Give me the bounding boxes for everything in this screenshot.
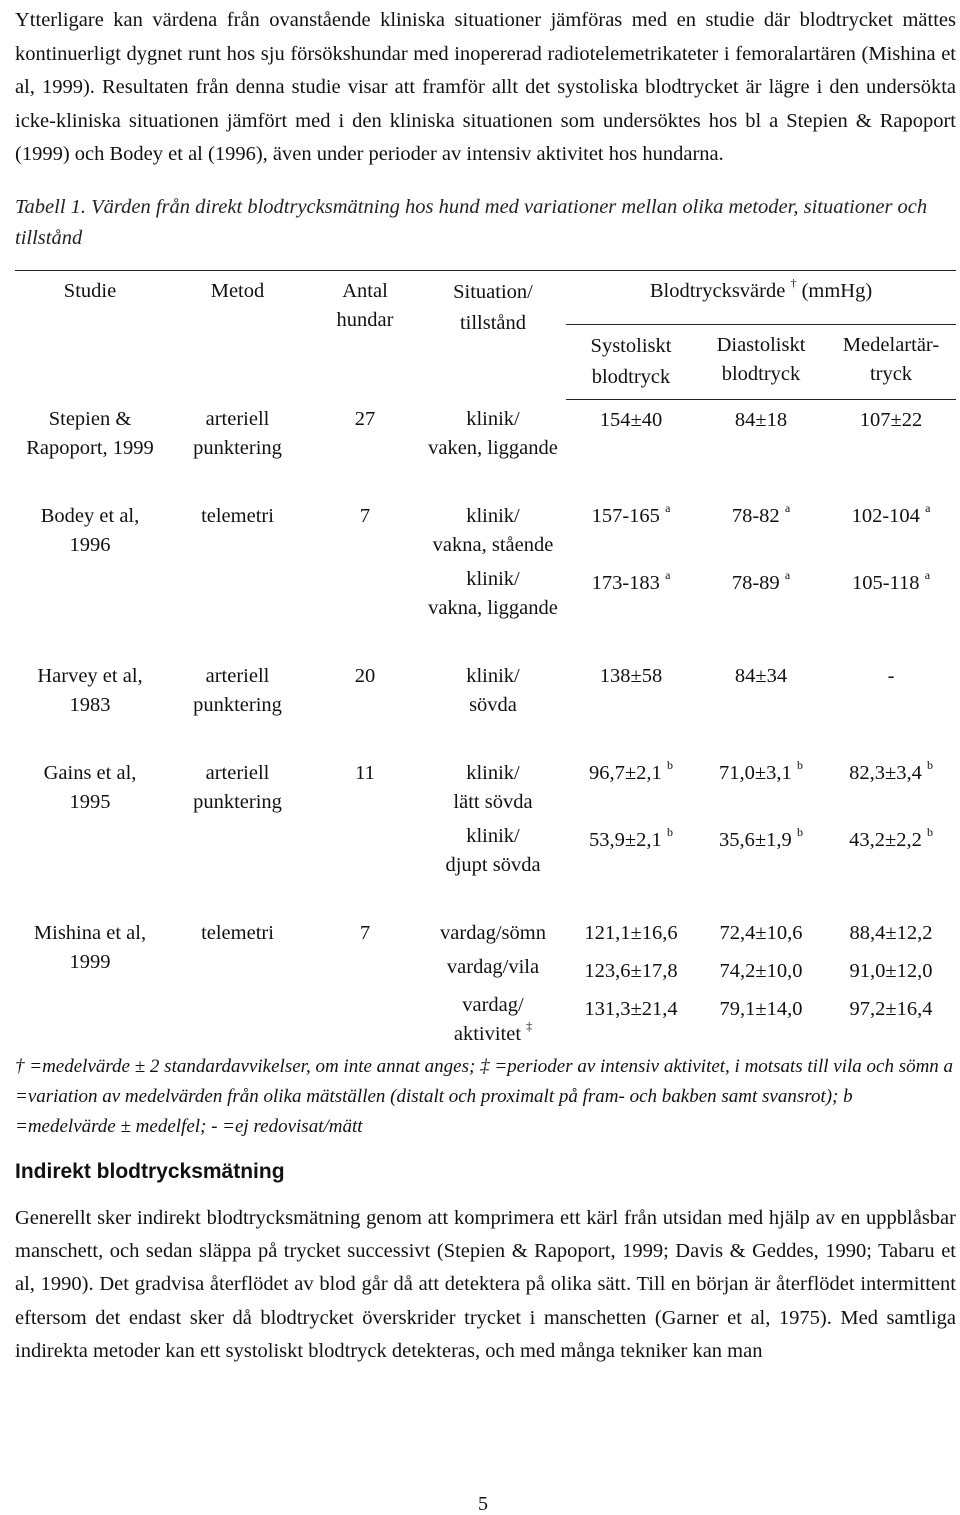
cell-studie: Stepien & Rapoport, 1999 bbox=[26, 408, 154, 459]
cell-medelartartryck: 82,3±3,4 $^b$ bbox=[849, 758, 933, 784]
cell-diastoliskt: 84±18 bbox=[734, 408, 788, 431]
cell-metod: arteriell punktering bbox=[193, 408, 282, 459]
table-header-row bbox=[15, 270, 956, 324]
cell-systoliskt: 157-165 $^a$ bbox=[591, 501, 671, 527]
cell-situation: vardag/sömn bbox=[440, 922, 546, 944]
body-paragraph: Generellt sker indirekt blodtrycksmätning genom att komprimera ett kärl från utsidan med hjälp av en uppblåsbar manschett, och sedan släppa på trycket successivt (Stepien & Rapoport, 1999; Davis & Geddes, 1990; Tabaru et al, 1990). Det gradvisa återflödet av blod går då att detektera på olika sätt. Till en början är återflödet intermittent eftersom det endast sker då blodtrycket överskrider trycket i manschetten (Garner et al, 1975). Med samtliga indirekta metoder kan ett systoliskt blodtryck detekteras, och med många tekniker kan man bbox=[15, 1207, 956, 1362]
cell-diastoliskt: 79,1±14,0 bbox=[719, 998, 803, 1020]
cell-studie: Mishina et al, 1999 bbox=[33, 922, 147, 973]
cell-medelartartryck: - bbox=[887, 665, 895, 687]
cell-systoliskt: 154±40 bbox=[599, 408, 663, 431]
cell-studie: Harvey et al, 1983 bbox=[37, 665, 143, 716]
table-body bbox=[15, 399, 956, 1050]
cell-antal: 11 bbox=[355, 762, 375, 784]
header-bp-group: Blodtrycksvärde † (mmHg) bbox=[566, 270, 956, 324]
header-medelartartryck: Medelartär- tryck bbox=[826, 324, 956, 399]
section-heading: Indirekt blodtrycksmätning bbox=[15, 1160, 285, 1183]
cell-systoliskt: 121,1±16,6 bbox=[584, 922, 678, 944]
table-row bbox=[15, 721, 956, 818]
header-studie: Studie bbox=[15, 270, 165, 399]
cell-medelartartryck: 91,0±12,0 bbox=[849, 960, 933, 982]
table-row bbox=[15, 399, 956, 464]
table-row bbox=[15, 464, 956, 561]
header-antal: Antal hundar bbox=[310, 270, 420, 399]
document-page bbox=[15, 0, 956, 1368]
cell-systoliskt: 173-183 $^a$ bbox=[591, 568, 671, 594]
cell-situation: klinik/ vakna, stående bbox=[432, 505, 554, 556]
cell-studie: Gains et al, 1995 bbox=[43, 762, 137, 813]
cell-metod: arteriell punktering bbox=[193, 665, 282, 716]
cell-systoliskt: 123,6±17,8 bbox=[584, 960, 678, 982]
cell-metod: arteriell punktering bbox=[193, 762, 282, 813]
cell-medelartartryck: 43,2±2,2 $^b$ bbox=[849, 825, 933, 851]
header-diastoliskt: Diastoliskt blodtryck bbox=[696, 324, 826, 399]
cell-situation: klinik/ lätt sövda bbox=[453, 762, 533, 813]
cell-antal: 7 bbox=[359, 505, 371, 527]
cell-antal: 20 bbox=[354, 665, 376, 687]
cell-systoliskt: 131,3±21,4 bbox=[584, 998, 678, 1020]
cell-systoliskt: 53,9±2,1 $^b$ bbox=[589, 825, 673, 851]
cell-systoliskt: 138±58 bbox=[599, 665, 663, 687]
cell-systoliskt: 96,7±2,1 $^b$ bbox=[589, 758, 673, 784]
header-metod: Metod bbox=[165, 270, 310, 399]
cell-metod: telemetri bbox=[201, 922, 274, 944]
table-caption: Tabell 1. Värden från direkt blodtrycksmätning hos hund med variationer mellan olika metoder, situationer och tillstånd bbox=[15, 195, 928, 249]
cell-medelartartryck: 105-118 $^a$ bbox=[851, 568, 931, 594]
cell-diastoliskt: 78-89 $^a$ bbox=[731, 568, 791, 594]
cell-situation: vardag/vila bbox=[446, 956, 540, 978]
cell-diastoliskt: 35,6±1,9 $^b$ bbox=[719, 825, 803, 851]
cell-diastoliskt: 78-82 $^a$ bbox=[731, 501, 791, 527]
cell-diastoliskt: 72,4±10,6 bbox=[719, 922, 803, 944]
header-situation: Situation/ tillstånd bbox=[420, 270, 566, 399]
intro-paragraph: Ytterligare kan värdena från ovanstående kliniska situationer jämföras med en studie där blodtrycket mättes kontinuerligt dygnet runt hos sju försökshundar med inopererad radiotelemetrikateter i femoralartären (Mishina et al, 1999). Resultaten från denna studie visar att framför allt det systoliska blodtrycket är lägre i den undersökta icke-kliniska situationen jämfört med i den kliniska situationen som undersöktes hos bl a Stepien & Rapoport (1999) och Bodey et al (1996), även under perioder av intensiv aktivitet hos hundarna. bbox=[15, 9, 956, 165]
cell-diastoliskt: 71,0±3,1 $^b$ bbox=[719, 758, 803, 784]
cell-medelartartryck: 107±22 bbox=[859, 408, 923, 431]
cell-studie: Bodey et al, 1996 bbox=[40, 505, 140, 556]
header-systoliskt: Systoliskt blodtryck bbox=[566, 324, 696, 399]
cell-situation: klinik/ vakna, liggande bbox=[428, 568, 558, 619]
table-row bbox=[15, 881, 956, 949]
cell-situation: klinik/ sövda bbox=[466, 665, 520, 716]
table-row bbox=[15, 624, 956, 721]
cell-metod: telemetri bbox=[201, 505, 274, 527]
cell-antal: 27 bbox=[354, 408, 376, 430]
cell-antal: 7 bbox=[359, 922, 371, 944]
cell-medelartartryck: 88,4±12,2 bbox=[849, 922, 933, 944]
cell-diastoliskt: 84±34 bbox=[734, 665, 788, 687]
page-number: 5 bbox=[478, 1493, 488, 1515]
cell-situation: klinik/ djupt sövda bbox=[445, 825, 541, 876]
blood-pressure-table bbox=[15, 270, 956, 1051]
cell-medelartartryck: 97,2±16,4 bbox=[849, 998, 933, 1020]
cell-diastoliskt: 74,2±10,0 bbox=[719, 960, 803, 982]
cell-situation: vardag/ aktivitet ‡ bbox=[453, 994, 533, 1045]
cell-medelartartryck: 102-104 $^a$ bbox=[851, 501, 931, 527]
cell-situation: klinik/ vaken, liggande bbox=[428, 408, 558, 459]
table-footnotes: † =medelvärde ± 2 standardavvikelser, om inte annat anges; ‡ =perioder av intensiv aktivitet, i motsats till vila och sömn a =variation av medelvärden från olika mätställen (distalt och proximalt på fram- och bakben samt svansrot); b =medelvärde ± medelfel; - =ej redovisat/mätt bbox=[15, 1056, 954, 1137]
